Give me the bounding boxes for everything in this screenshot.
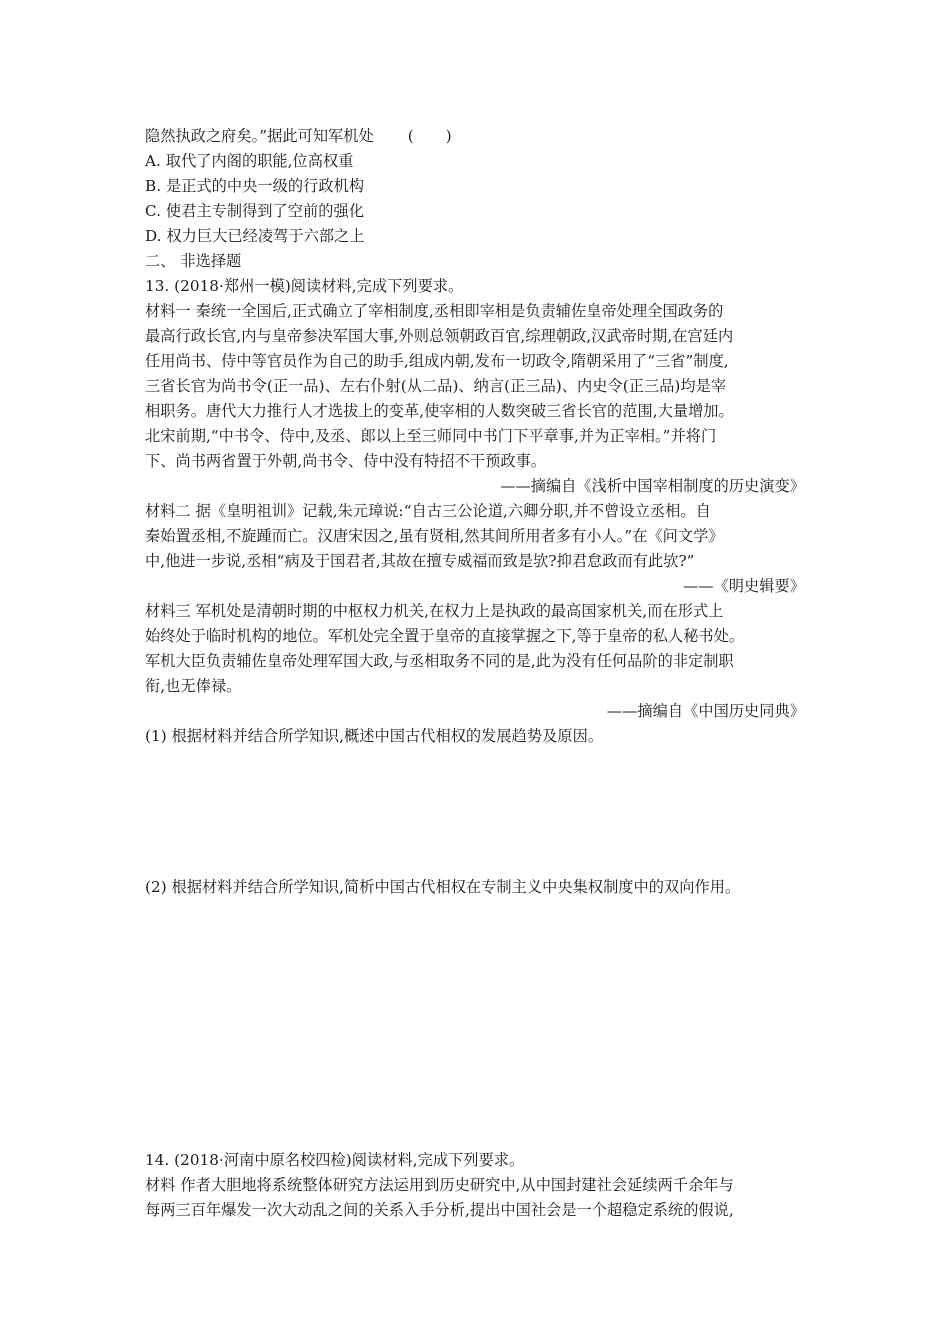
q13-material3-line: 始终处于临时机构的地位。军机处完全置于皇帝的直接掌握之下,等于皇帝的私人秘书处。 xyxy=(145,627,745,645)
q14-material-line: 每两三百年爆发一次大动乱之间的关系入手分析,提出中国社会是一个超稳定系统的假说, xyxy=(145,1201,734,1219)
q12-option-a: A. 取代了内阁的职能,位高权重 xyxy=(145,152,354,170)
q13-material2-line: 中,他进一步说,丞相“病及于国君者,其故在擅专威福而致是欤?抑君怠政而有此欤?” xyxy=(145,552,695,570)
q14-material-line: 材料 作者大胆地将系统整体研究方法运用到历史研究中,从中国封建社会延续两千余年与 xyxy=(145,1176,734,1194)
q13-material1-line: 相职务。唐代大力推行人才选拔上的变革,使宰相的人数突破三省长官的范围,大量增加。 xyxy=(145,402,734,420)
q13-material1-line: 三省长官为尚书令(正一品)、左右仆射(从二品)、纳言(正三品)、内史令(正三品)均是宰 xyxy=(145,377,727,395)
q12-answer-blank: ( ) xyxy=(407,127,452,145)
q13-sub-question-1: (1) 根据材料并结合所学知识,概述中国古代相权的发展趋势及原因。 xyxy=(145,727,604,745)
q13-material3-line: 材料三 军机处是清朝时期的中枢权力机关,在权力上是执政的最高国家机关,而在形式上 xyxy=(145,602,724,620)
q13-material1-line: 最高行政长官,内与皇帝参决军国大事,外则总领朝政百官,综理朝政,汉武帝时期,在宫廷内 xyxy=(145,327,734,345)
q13-material1-line: 任用尚书、侍中等官员作为自己的助手,组成内朝,发布一切政令,隋朝采用了“三省”制度, xyxy=(145,352,729,370)
q12-stem xyxy=(145,126,805,146)
q13-material1-line: 北宋前期,“中书令、侍中,及丞、郎以上至三师同中书门下平章事,并为正宰相。”并将门 xyxy=(145,427,717,445)
q14-intro: 14. (2018·河南中原名校四检)阅读材料,完成下列要求。 xyxy=(145,1151,525,1169)
q13-source3: ——摘编自《中国历史同典》 xyxy=(606,702,805,720)
q13-material2-line: 秦始置丞相,不旋踵而亡。汉唐宋因之,虽有贤相,然其间所用者多有小人。”在《问文学》 xyxy=(145,527,724,545)
q12-option-b: B. 是正式的中央一级的行政机构 xyxy=(145,177,365,195)
q13-material1-line: 材料一 秦统一全国后,正式确立了宰相制度,丞相即宰相是负责辅佐皇帝处理全国政务的 xyxy=(145,302,724,320)
q13-material1-line: 下、尚书两省置于外朝,尚书令、侍中没有特招不干预政事。 xyxy=(145,452,547,470)
q13-material2-line: 材料二 据《皇明祖训》记载,朱元璋说:“自古三公论道,六卿分职,并不曾设立丞相。自 xyxy=(145,502,711,520)
q13-material3-line: 衔,也无俸禄。 xyxy=(145,677,242,695)
q13-material3-line: 军机大臣负责辅佐皇帝处理军国大政,与丞相取务不同的是,此为没有任何品阶的非定制职 xyxy=(145,652,734,670)
q12-option-c: C. 使君主专制得到了空前的强化 xyxy=(145,202,364,220)
q13-source1: ——摘编自《浅析中国宰相制度的历史演变》 xyxy=(500,477,805,495)
q13-sub-question-2: (2) 根据材料并结合所学知识,简析中国古代相权在专制主义中央集权制度中的双向作用。 xyxy=(145,878,741,896)
q12-option-d: D. 权力巨大已经凌驾于六部之上 xyxy=(145,227,365,245)
q13-source2: ——《明史辑要》 xyxy=(683,577,805,595)
section-heading: 二、 非选择题 xyxy=(145,252,242,270)
q13-intro: 13. (2018·郑州一模)阅读材料,完成下列要求。 xyxy=(145,277,464,295)
q12-stem-text: 隐然执政之府矣。”据此可知军机处 xyxy=(145,127,374,145)
